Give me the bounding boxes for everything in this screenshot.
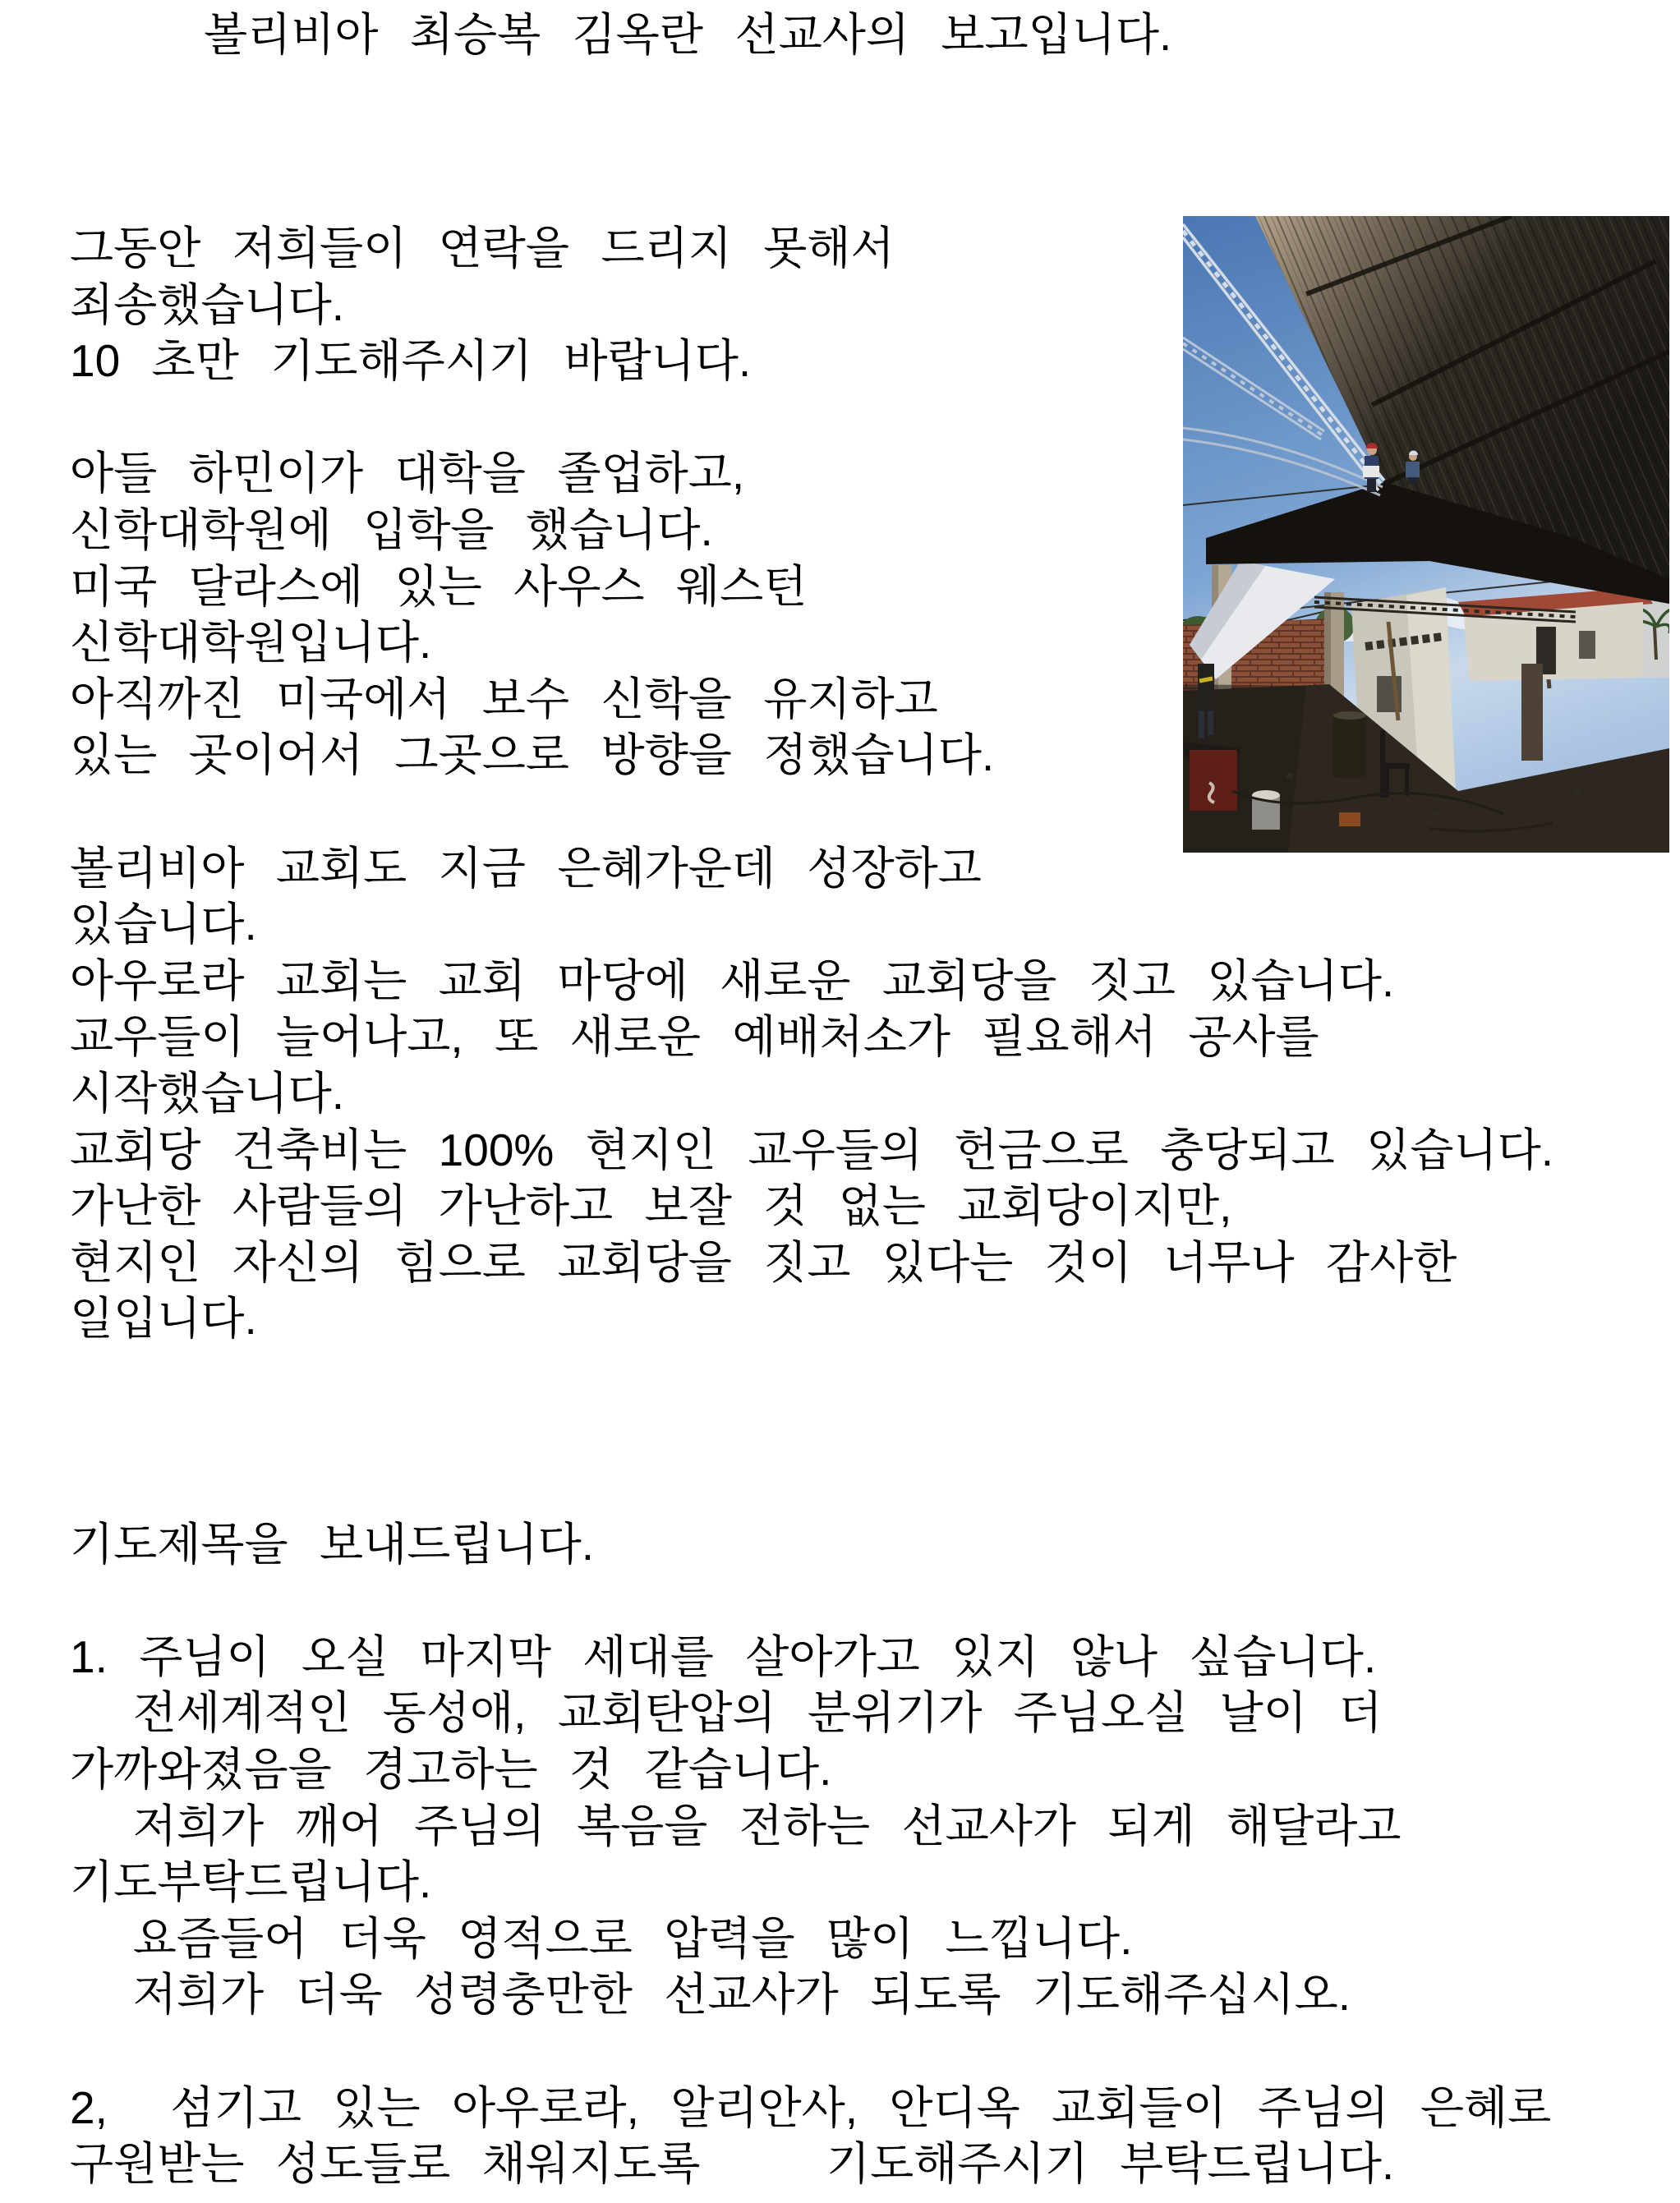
body-line (70, 1403, 1672, 1460)
body-line: 미국 달라스에 있는 사우스 웨스턴 (70, 560, 808, 612)
body-line (70, 1347, 1672, 1404)
construction-photo (1183, 216, 1669, 853)
body-line: 아직까진 미국에서 보수 신학을 유지하고 (70, 673, 938, 724)
body-line: 가난한 사람들의 가난하고 보잘 것 없는 교회당이지만, (70, 1180, 1232, 1232)
body-line: 10 초만 기도해주시기 바랍니다. (70, 335, 752, 387)
body-line: 저희가 더욱 성령충만한 선교사가 되도록 기도해주십시오. (70, 1969, 1351, 2021)
body-line: 요즘들어 더욱 영적으로 압력을 많이 느낍니다. (70, 1912, 1133, 1964)
body-line: 현지인 자신의 힘으로 교회당을 짓고 있다는 것이 너무나 감사한 (70, 1236, 1457, 1288)
body-line: 2, 섬기고 있는 아우로라, 알리안사, 안디옥 교회들이 주님의 은혜로 (70, 2081, 1552, 2133)
body-line: 있는 곳이어서 그곳으로 방향을 정했습니다. (70, 729, 995, 781)
body-line: 1. 주님이 오실 마지막 세대를 살아가고 있지 않나 싶습니다. (70, 1630, 1377, 1682)
construction-photo-art (1183, 216, 1669, 853)
body-line (70, 1460, 1672, 1516)
body-line: 아우로라 교회는 교회 마당에 새로운 교회당을 짓고 있습니다. (70, 954, 1395, 1006)
body-line: 교회당 건축비는 100% 현지인 교우들의 헌금으로 충당되고 있습니다. (70, 1124, 1553, 1175)
page-title: 볼리비아 최승복 김옥란 선교사의 보고입니다. (204, 9, 1172, 60)
body-line (70, 1572, 1672, 1629)
body-line: 신학대학원입니다. (70, 617, 432, 669)
body-line: 기도부탁드립니다. (70, 1856, 432, 1908)
body-line: 가까와졌음을 경고하는 것 같습니다. (70, 1744, 832, 1796)
body-line (70, 2023, 1672, 2080)
body-line: 기도제목을 보내드립니다. (70, 1518, 595, 1570)
body-line: 그동안 저희들이 연락을 드리지 못해서 (70, 223, 895, 274)
body-line: 일입니다. (70, 1293, 257, 1345)
body-line: 교우들이 늘어나고, 또 새로운 예배처소가 필요해서 공사를 (70, 1011, 1319, 1063)
body-line: 저희가 깨어 주님의 복음을 전하는 선교사가 되게 해달라고 (70, 1800, 1402, 1851)
terracotta-house (1458, 587, 1653, 681)
body-line: 있습니다. (70, 899, 257, 950)
body-line: 시작했습니다. (70, 1067, 345, 1119)
body-line: 신학대학원에 입학을 했습니다. (70, 504, 713, 555)
body-line: 전세계적인 동성애, 교회탄압의 분위기가 주님오실 날이 더 (70, 1687, 1383, 1739)
body-line: 볼리비아 교회도 지금 은혜가운데 성장하고 (70, 842, 982, 894)
body-line: 아들 하민이가 대학을 졸업하고, (70, 448, 745, 499)
body-line: 구원받는 성도들로 채워지도록 기도해주시기 부탁드립니다. (70, 2138, 1395, 2190)
body-line: 죄송했습니다. (70, 278, 345, 330)
